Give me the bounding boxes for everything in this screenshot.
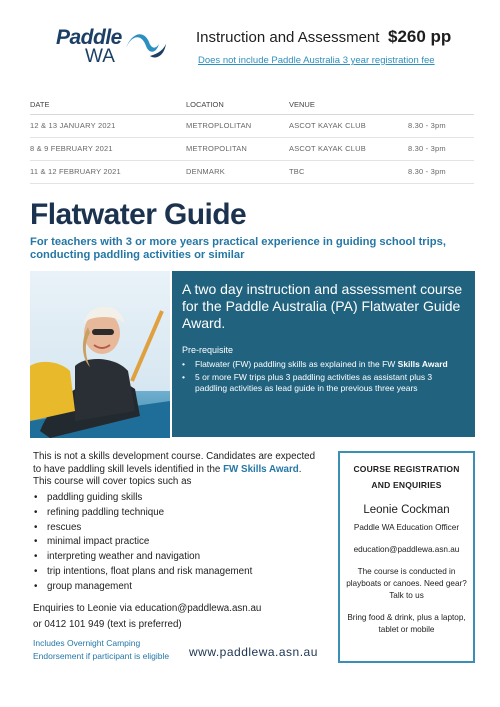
topics-list xyxy=(33,491,252,595)
row-date: 8 & 9 FEBRUARY 2021 xyxy=(30,137,186,160)
intro-line-1: This is not a skills development course. Candidates are expected xyxy=(33,451,316,462)
prereq-1-bold: Skills Award xyxy=(397,359,448,369)
table-row xyxy=(30,160,474,183)
row-venue: ASCOT KAYAK CLUB xyxy=(289,114,408,137)
course-description-panel xyxy=(172,271,475,437)
list-item: • rescues xyxy=(33,521,252,536)
paddle-wa-logo xyxy=(56,26,168,70)
registration-title-line-2: AND ENQUIRIES xyxy=(371,480,442,490)
list-item: • refining paddling technique xyxy=(33,506,252,521)
camping-line-2: Endorsement if participant is eligible xyxy=(33,651,170,661)
kayaker-illustration xyxy=(30,271,170,438)
bring-note: Bring food & drink, plus a laptop, tablet or mobile xyxy=(347,613,466,634)
enquiries-email-line[interactable]: Enquiries to Leonie via education@paddlewa.asn.au xyxy=(33,603,262,614)
contact-name: Leonie Cockman xyxy=(363,504,450,516)
list-item: • interpreting weather and navigation xyxy=(33,550,252,565)
prerequisite-list xyxy=(182,359,465,394)
enquiries-phone-line: or 0412 101 949 (text is preferred) xyxy=(33,619,182,630)
kayaker-photo xyxy=(30,271,170,438)
time-column-header xyxy=(408,96,474,114)
list-item: • minimal impact practice xyxy=(33,535,252,550)
row-venue: TBC xyxy=(289,160,408,183)
date-column-header: DATE xyxy=(30,96,186,114)
row-time: 8.30 - 3pm xyxy=(408,114,474,137)
gear-note: The course is conducted in playboats or canoes. Need gear? Talk to us xyxy=(346,567,467,600)
row-location: DENMARK xyxy=(186,160,289,183)
list-item: • 5 or more FW trips plus 3 paddling activities as assistant plus 3 paddling activities as lead guide in the previous three years xyxy=(182,372,465,394)
list-item: • paddling guiding skills xyxy=(33,491,252,506)
list-item xyxy=(182,359,465,370)
course-lead-text: A two day instruction and assessment course for the Paddle Australia (PA) Flatwater Guide Award. xyxy=(182,281,463,331)
camping-line-1: Includes Overnight Camping xyxy=(33,638,141,648)
row-time: 8.30 - 3pm xyxy=(408,137,474,160)
page-title: Flatwater Guide xyxy=(30,198,247,231)
logo-word-paddle: Paddle xyxy=(56,26,122,49)
registration-title-line-1: COURSE REGISTRATION xyxy=(353,464,460,474)
contact-email[interactable]: education@paddlewa.asn.au xyxy=(353,545,460,554)
row-date: 12 & 13 JANUARY 2021 xyxy=(30,114,186,137)
registration-panel xyxy=(338,451,475,663)
prereq-1-text: Flatwater (FW) paddling skills as explained in the FW xyxy=(195,359,398,369)
intro-line-2-text: to have paddling skill levels identified in the xyxy=(33,463,224,475)
prerequisite-heading: Pre-requisite xyxy=(182,345,234,355)
intro-line-2-end: . xyxy=(298,463,302,475)
header-title: Instruction and Assessment xyxy=(196,29,380,46)
registration-fee-link[interactable]: Does not include Paddle Australia 3 year registration fee xyxy=(198,55,435,66)
contact-role: Paddle WA Education Officer xyxy=(353,523,460,532)
course-intro xyxy=(33,451,333,489)
enquiries-contact xyxy=(33,601,261,633)
list-item: • trip intentions, float plans and risk management xyxy=(33,565,252,580)
list-item: • group management xyxy=(33,580,252,595)
schedule-header-row xyxy=(30,96,474,114)
price-amount: $260 pp xyxy=(388,27,452,46)
row-time: 8.30 - 3pm xyxy=(408,160,474,183)
row-location: METROPLOLITAN xyxy=(186,114,289,137)
skills-award-highlight: FW Skills Award xyxy=(223,463,299,475)
row-venue: ASCOT KAYAK CLUB xyxy=(289,137,408,160)
wave-swoosh-icon xyxy=(124,30,168,62)
row-location: METROPOLITAN xyxy=(186,137,289,160)
venue-column-header: VENUE xyxy=(289,96,408,114)
schedule-table xyxy=(30,96,474,184)
intro-line-3: This course will cover topics such as xyxy=(33,476,192,487)
table-row xyxy=(30,114,474,137)
intro-line-2 xyxy=(33,464,333,477)
camping-endorsement-note xyxy=(33,637,169,663)
logo-word-wa: WA xyxy=(85,46,115,67)
location-column-header: LOCATION xyxy=(186,96,289,114)
page-subtitle: For teachers with 3 or more years practical experience in guiding school trips, conducting paddling activities or similar xyxy=(30,236,446,261)
table-row xyxy=(30,137,474,160)
website-link[interactable]: www.paddlewa.asn.au xyxy=(189,645,318,659)
row-date: 11 & 12 FEBRUARY 2021 xyxy=(30,160,186,183)
